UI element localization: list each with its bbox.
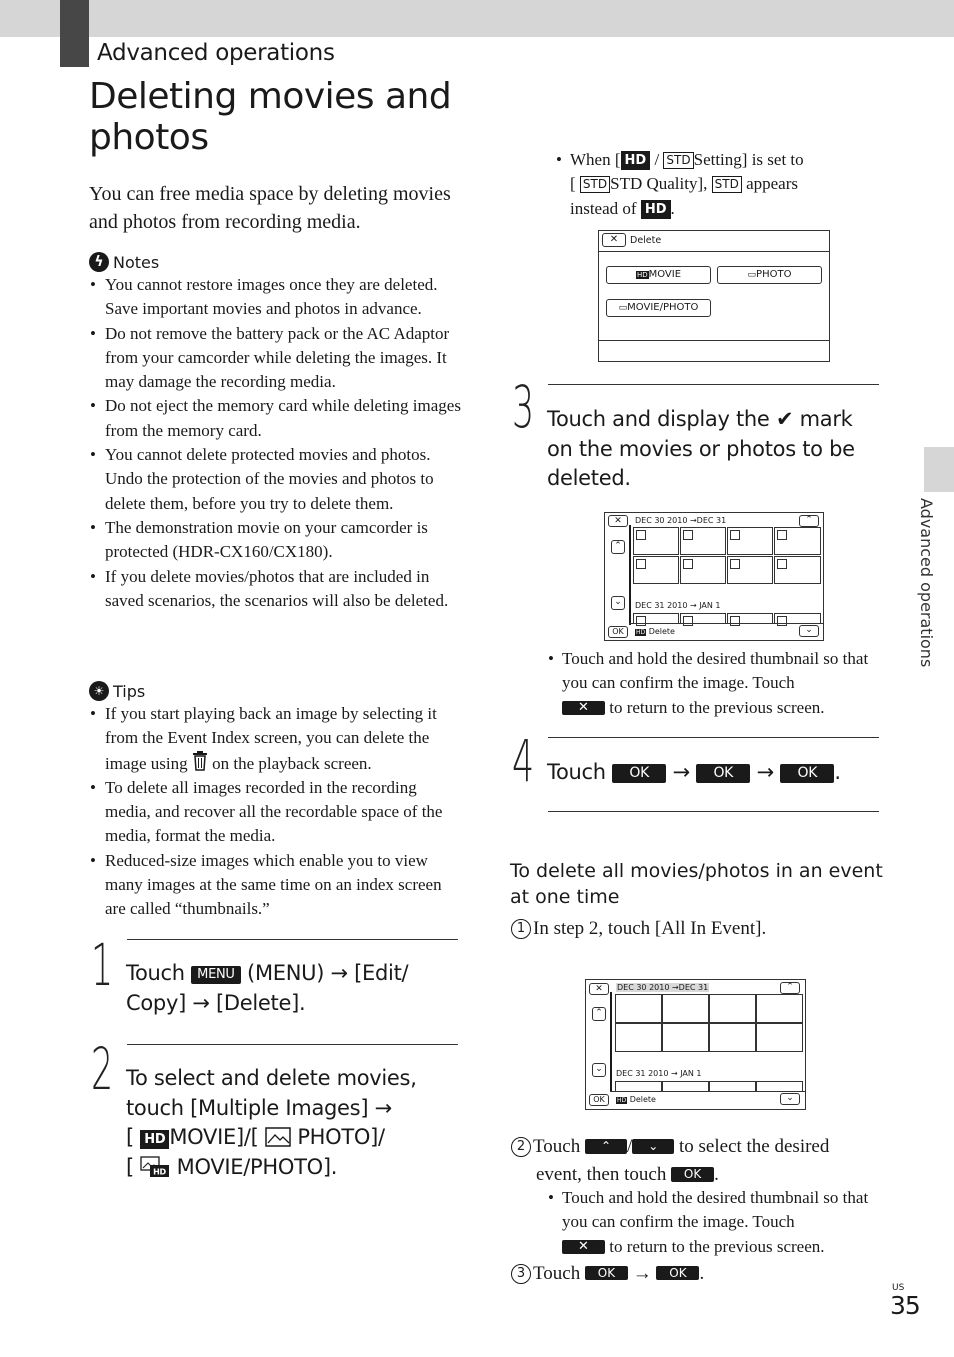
scroll-down-double-icon[interactable]: ⌄ <box>780 1093 800 1105</box>
scroll-down-double-icon[interactable]: ⌄ <box>799 625 819 637</box>
list-item: • You cannot delete protected movies and photos. Undo the protection of the movies and photos to delete them, before you try to delete them. <box>89 443 461 516</box>
thumbnail[interactable] <box>633 527 679 555</box>
std-icon: STD <box>580 176 610 193</box>
lightbulb-icon: ☀ <box>89 681 109 701</box>
side-section-label: Advanced operations <box>917 498 936 668</box>
step-number: 1 <box>91 931 114 999</box>
tips-list <box>89 702 461 922</box>
thumbnail[interactable] <box>774 527 821 555</box>
std-icon: STD <box>712 176 742 193</box>
close-button[interactable]: ✕ <box>602 233 626 247</box>
next-event-button[interactable]: ⌄ <box>632 1139 674 1154</box>
date-range: DEC 30 2010 →DEC 31 <box>617 983 709 992</box>
thumbnail[interactable] <box>662 1023 709 1052</box>
page-title: Deleting movies and photos <box>89 76 452 158</box>
thumbnail[interactable] <box>680 556 726 584</box>
thumbnail[interactable] <box>727 527 773 555</box>
close-button[interactable]: ✕ <box>562 701 605 715</box>
notes-section <box>89 252 461 613</box>
ok-button[interactable]: OK <box>608 626 628 638</box>
scroll-bar[interactable] <box>629 525 631 625</box>
step-number: 4 <box>512 727 535 795</box>
ok-button[interactable]: OK <box>696 764 750 783</box>
ok-button[interactable]: OK <box>585 1266 628 1280</box>
previous-event-button[interactable]: ⌃ <box>585 1139 627 1154</box>
event-index-screen <box>585 979 806 1110</box>
thumbnail[interactable] <box>727 556 773 584</box>
close-button[interactable]: ✕ <box>608 515 628 527</box>
scroll-up-double-icon[interactable]: ⌃ <box>799 515 819 527</box>
divider <box>127 1044 458 1045</box>
menu-button[interactable]: MENU <box>191 966 240 984</box>
step-number: 2 <box>91 1035 114 1103</box>
ok-button[interactable]: OK <box>589 1094 609 1106</box>
divider <box>548 737 879 738</box>
divider <box>548 384 879 385</box>
event-step-2-note: • Touch and hold the desired thumbnail so that you can confirm the image. Touch ✕ to return to the previous screen. <box>548 1188 869 1256</box>
section-marker <box>60 0 89 67</box>
notes-icon: ϟ <box>89 252 109 272</box>
movie-photo-icon <box>140 1156 170 1178</box>
step3-text: Touch and display the ✔ mark on the movies or photos to be deleted. <box>547 407 855 490</box>
list-item: • To delete all images recorded in the recording media, and recover all the recordable space of the media, format the media. <box>89 776 461 849</box>
list-item: • You cannot restore images once they are deleted. Save important movies and photos in advance. <box>89 273 461 322</box>
divider <box>548 811 879 812</box>
screen-header <box>599 231 829 252</box>
thumbnail[interactable] <box>774 556 821 584</box>
movie-photo-option-button[interactable]: ▭MOVIE/PHOTO <box>606 299 711 317</box>
event-heading: To delete all movies/photos in an event at one time <box>510 860 883 908</box>
list-item: • If you start playing back an image by selecting it from the Event Index screen, you can delete the image using on the playback screen. <box>89 702 461 776</box>
scroll-up-icon[interactable]: ⌃ <box>592 1007 606 1021</box>
scroll-down-icon[interactable]: ⌄ <box>592 1063 606 1077</box>
step1-text: Touch MENU (MENU) → [Edit/ Copy] → [Delete]. <box>126 961 409 1015</box>
screen-divider <box>610 1091 805 1092</box>
list-item: • The demonstration movie on your camcorder is protected (HDR-CX160/CX180). <box>89 516 461 565</box>
section-heading: Advanced operations <box>97 40 335 66</box>
date-range: DEC 30 2010 →DEC 31 <box>635 516 727 525</box>
photo-icon <box>265 1127 291 1147</box>
thumbnail[interactable] <box>662 994 709 1023</box>
region-code: US <box>892 1283 905 1293</box>
date-range: DEC 31 2010 → JAN 1 <box>616 1069 702 1078</box>
event-step-2: 2 Touch ⌃ / ⌄ to select the desired event, then touch OK . <box>511 1133 881 1189</box>
step4-text: Touch OK → OK → OK . <box>547 760 841 784</box>
ok-button[interactable]: OK <box>780 764 834 783</box>
ok-button[interactable]: OK <box>656 1266 699 1280</box>
delete-label: HD Delete <box>617 1095 656 1104</box>
list-item: • Reduced-size images which enable you to view many images at the same time on an index screen are called “thumbnails.” <box>89 849 461 922</box>
hd-icon: HD <box>140 1130 169 1149</box>
intro-paragraph: You can free media space by deleting movies and photos from recording media. <box>89 183 451 233</box>
top-banner <box>0 0 954 37</box>
scroll-bar[interactable] <box>610 992 612 1092</box>
date-range: DEC 31 2010 → JAN 1 <box>635 601 721 610</box>
notes-list <box>89 273 461 613</box>
screen-title: Delete <box>630 235 662 246</box>
event-step-1: 1 In step 2, touch [All In Event]. <box>511 917 891 941</box>
screen-divider <box>599 340 829 341</box>
delete-screen <box>598 230 830 362</box>
hd-std-note: • When [ HD / STD Setting] is set to [ STD STD Quality], STD appears instead of HD . <box>556 150 804 218</box>
photo-option-button[interactable]: ▭PHOTO <box>717 266 822 284</box>
list-item: • Do not remove the battery pack or the AC Adaptor from your camcorder while deleting the images. It may damage the recording media. <box>89 322 461 395</box>
index-screen <box>604 512 824 641</box>
check-icon: ✔ <box>775 407 794 431</box>
thumbnail[interactable] <box>615 994 662 1023</box>
list-item: • If you delete movies/photos that are included in saved scenarios, the scenarios will also be deleted. <box>89 565 461 614</box>
trash-icon <box>192 751 208 771</box>
step-number: 3 <box>512 373 535 441</box>
scroll-up-double-icon[interactable]: ⌃ <box>780 982 800 994</box>
list-item: • Do not eject the memory card while deleting images from the memory card. <box>89 394 461 443</box>
step2-text: To select and delete movies, touch [Multiple Images] → [ HD MOVIE]/[ PHOTO]/ [ HD MOVIE/PHOTO]. <box>126 1066 417 1179</box>
close-button[interactable]: ✕ <box>562 1240 605 1254</box>
thumbnail[interactable] <box>709 1023 756 1052</box>
svg-text:HD: HD <box>153 1167 167 1176</box>
thumbnail[interactable] <box>633 556 679 584</box>
scroll-up-icon[interactable]: ⌃ <box>611 540 625 554</box>
tips-heading: ☀ Tips <box>89 681 461 701</box>
thumbnail[interactable] <box>680 527 726 555</box>
page-number: 35 <box>890 1291 920 1320</box>
hd-icon: HD <box>621 151 651 170</box>
step3-note: • Touch and hold the desired thumbnail so that you can confirm the image. Touch ✕ to return to the previous screen. <box>548 649 869 717</box>
notes-heading: ϟ Notes <box>89 252 461 272</box>
event-step-3: 3 Touch OK → OK . <box>511 1262 881 1286</box>
thumbnail[interactable] <box>615 1023 662 1052</box>
thumbnail[interactable] <box>756 994 803 1023</box>
divider <box>127 939 458 940</box>
close-button[interactable]: ✕ <box>589 983 609 995</box>
delete-label: HD Delete <box>636 627 675 636</box>
hd-icon: HD <box>641 200 671 219</box>
std-icon: STD <box>663 152 693 169</box>
screen-divider <box>629 623 823 624</box>
ok-button[interactable]: OK <box>671 1167 714 1182</box>
movie-option-button[interactable]: HDMOVIE <box>606 266 711 284</box>
thumbnail[interactable] <box>709 994 756 1023</box>
ok-button[interactable]: OK <box>612 764 666 783</box>
side-tab <box>924 447 954 492</box>
thumbnail[interactable] <box>756 1023 803 1052</box>
scroll-down-icon[interactable]: ⌄ <box>611 596 625 610</box>
tips-section <box>89 681 461 922</box>
